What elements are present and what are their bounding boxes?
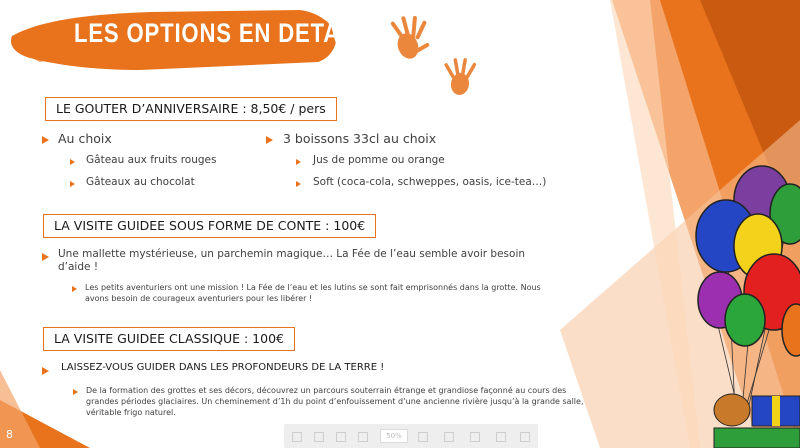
notes-icon[interactable] [470,432,480,442]
gouter-left-item-1: Gâteau aux fruits rouges [86,154,217,166]
section-header-gouter: LE GOUTER D’ANNIVERSAIRE : 8,50€ / pers [45,97,337,121]
classique-main-text: LAISSEZ-VOUS GUIDER DANS LES PROFONDEURS DE LA TERRE ! [61,362,385,373]
section-header-conte: LA VISITE GUIDEE SOUS FORME DE CONTE : 100€ [43,214,376,238]
bullet-arrow-icon [73,389,78,395]
bullet-arrow-icon [42,367,49,375]
conte-main-text: Une mallette mystérieuse, un parchemin magique… La Fée de l’eau semble avoir besoin d’aide ! [58,248,526,273]
page-title: LES OPTIONS EN DETAILS [74,18,378,48]
conte-sub-text: Les petits aventuriers ont une mission ! La Fée de l’eau et les lutins se sont fait emprisonnés dans la grotte. Nous avons besoin de courageux aventuriers pour les libérer ! [85,283,541,303]
bullet-arrow-icon [42,253,49,261]
handprint-2-icon [444,58,477,97]
bullet-arrow-icon [70,181,75,187]
more-icon[interactable] [520,432,530,442]
gouter-right-item-1: Jus de pomme ou orange [313,154,445,166]
bullet-arrow-icon [266,136,273,144]
pointer-icon[interactable] [292,432,302,442]
zoom-out-icon[interactable] [336,432,346,442]
gift-illustration [714,394,800,448]
section-header-classique: LA VISITE GUIDEE CLASSIQUE : 100€ [43,327,295,351]
gouter-right-item-2: Soft (coca-cola, schweppes, oasis, ice-tea…) [313,176,547,188]
zoom-in-icon[interactable] [358,432,368,442]
page-number: 8 [6,428,13,441]
handprint-1-icon [390,16,430,62]
bullet-arrow-icon [296,181,301,187]
gouter-left-item-2: Gâteaux au chocolat [86,176,195,188]
classique-sub-text: De la formation des grottes et ses décors, découvrez un parcours souterrain étrange et grandiose façonné au cours des grandes périodes glaciaires. Un cheminement d’1h du point d’enfouissement d’une ancienne rivière jusqu’à la grande salle, véritable frigo naturel. [86,386,584,417]
fit-icon[interactable] [418,432,428,442]
viewer-toolbar [284,424,538,448]
page-icon[interactable] [444,432,454,442]
bullet-arrow-icon [70,159,75,165]
pen-icon[interactable] [314,432,324,442]
zoom-level-field[interactable]: 50% [380,429,408,443]
bullet-arrow-icon [42,136,49,144]
bullet-arrow-icon [72,286,77,292]
grid-icon[interactable] [496,432,506,442]
gouter-right-heading: 3 boissons 33cl au choix [283,131,437,146]
bullet-arrow-icon [296,159,301,165]
gouter-left-heading: Au choix [58,131,112,146]
